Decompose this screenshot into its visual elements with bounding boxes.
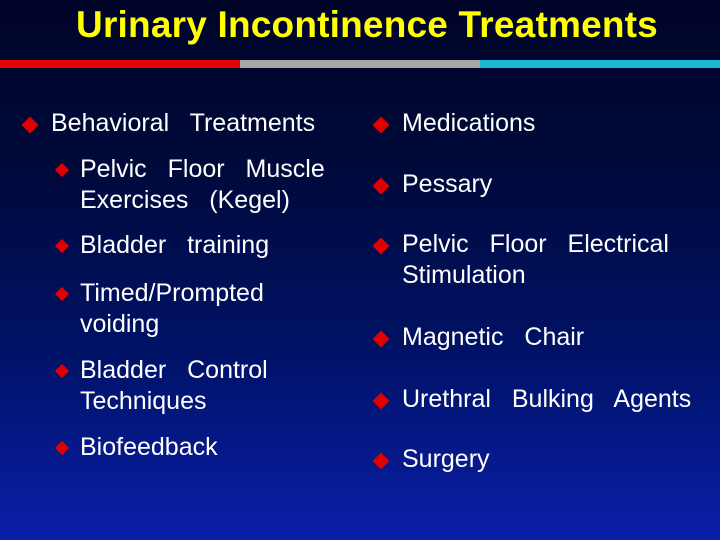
bullet-medications [375, 108, 535, 139]
heading-label: Behavioral Treatments [51, 109, 316, 137]
divider-gray-segment [240, 60, 480, 68]
item-label: Bladder Control [80, 356, 268, 384]
bullet-surgery [375, 444, 490, 475]
item-label-continued: Techniques [80, 387, 207, 415]
item-label: Pelvic Floor Electrical [402, 230, 669, 258]
sub-bullet-timed-prompted [56, 278, 264, 340]
item-label: Biofeedback [80, 433, 218, 461]
item-label: Medications [402, 109, 536, 137]
bullet-magnetic-chair [375, 322, 584, 353]
item-label: Bladder training [80, 231, 270, 259]
title-divider [0, 60, 720, 68]
sub-bullet-bladder-training [56, 230, 269, 261]
bullet-urethral-bulking [375, 384, 691, 415]
slide-title: Urinary Incontinence Treatments [76, 4, 658, 45]
item-label-continued: Exercises (Kegel) [80, 186, 290, 214]
sub-bullet-pelvic-floor [56, 154, 325, 216]
sub-bullet-bladder-control [56, 355, 268, 417]
bullet-pessary [375, 169, 492, 200]
item-label: Urethral Bulking Agents [402, 385, 692, 413]
item-label-continued: Stimulation [402, 261, 526, 289]
item-label: Pelvic Floor Muscle [80, 155, 325, 183]
divider-cyan-segment [480, 60, 720, 68]
item-label-continued: voiding [80, 310, 160, 338]
item-label: Surgery [402, 445, 490, 473]
item-label: Magnetic Chair [402, 323, 585, 351]
bullet-pelvic-floor-stimulation [375, 229, 669, 291]
sub-bullet-biofeedback [56, 432, 218, 463]
bullet-behavioral-treatments [24, 108, 315, 139]
divider-red-segment [0, 60, 240, 68]
item-label: Timed/Prompted [80, 279, 264, 307]
item-label: Pessary [402, 170, 493, 198]
